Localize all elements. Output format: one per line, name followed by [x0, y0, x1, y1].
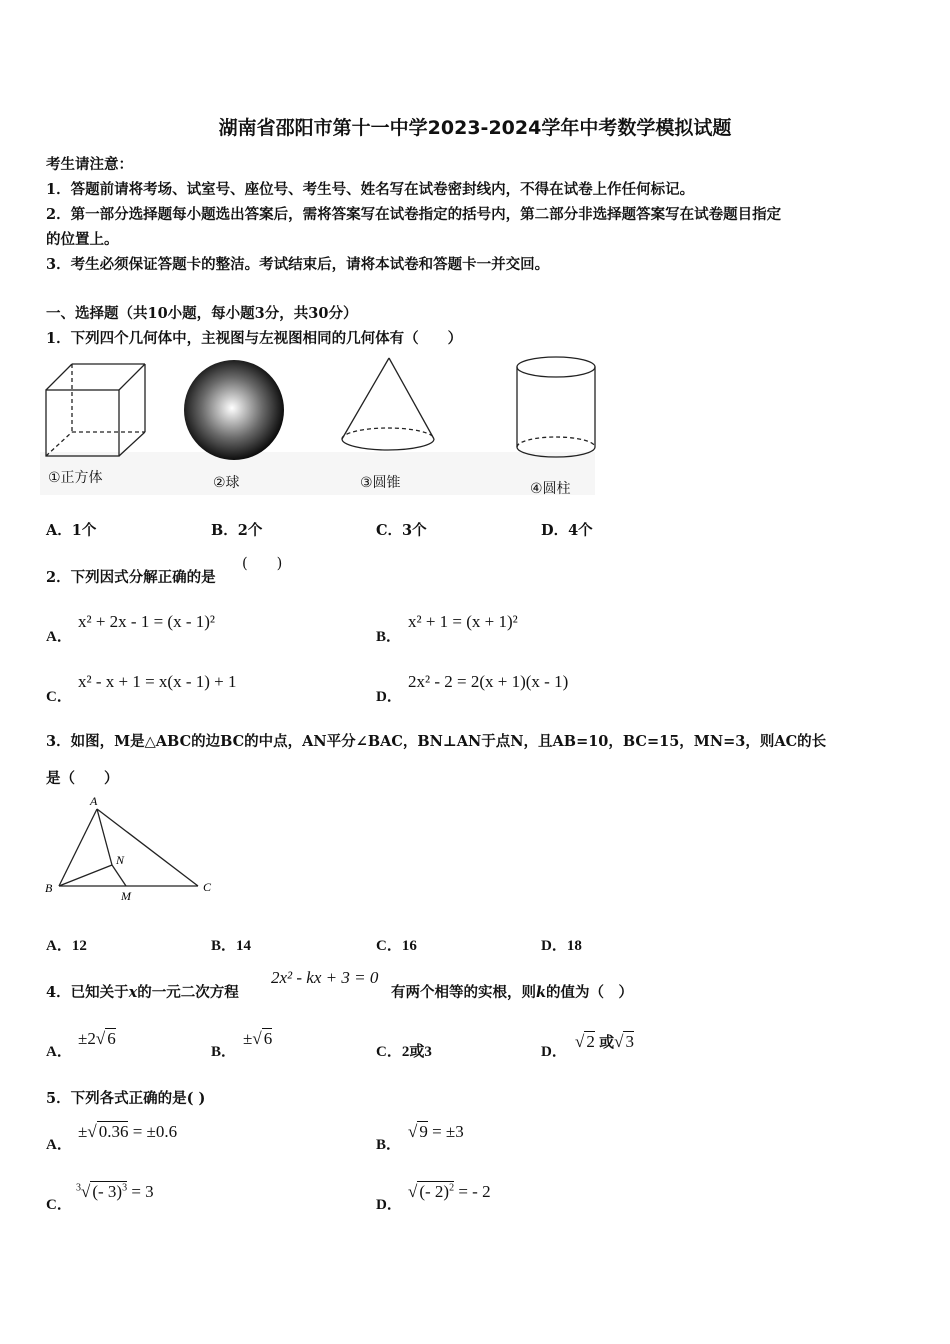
notice-item-2-cont: 的位置上。: [46, 231, 119, 248]
point-label-m: M: [121, 889, 131, 903]
q5-b-radicand: 9: [419, 1122, 428, 1141]
q4-a-pm: ±2: [78, 1029, 96, 1048]
q5-d-radicand: (- 2): [419, 1182, 450, 1201]
section-heading: 一、选择题（共10小题，每小题3分，共30分）: [46, 305, 358, 322]
q2-option-d-expr: 2x² - 2 = 2(x + 1)(x - 1): [408, 672, 569, 691]
q5-c-rhs: = 3: [131, 1182, 154, 1201]
q5-option-c-label[interactable]: C．: [46, 1197, 72, 1213]
q5-option-d-expr: √ (- 2)$^2$ = - 2: [408, 1182, 491, 1201]
q3-stem: 3．如图，M是△ABC的边BC的中点，AN平分∠BAC，BN⊥AN于点N，且AB=10，BC=15，MN=3，则AC的长: [46, 733, 827, 750]
q5-a-rhs: = ±0.6: [132, 1122, 178, 1141]
q1-option-c[interactable]: C．3个: [376, 522, 427, 539]
q3-option-c[interactable]: C．16: [376, 938, 417, 954]
point-label-b: B: [45, 881, 53, 895]
point-label-c: C: [203, 880, 212, 894]
q4-d-radicand-1: 2: [586, 1032, 595, 1051]
q4-option-d-label[interactable]: D．: [541, 1044, 567, 1060]
q4-stem-part1: 4．已知关于: [46, 984, 129, 1001]
cone-figure: [342, 358, 434, 450]
q1-stem: 1．下列四个几何体中，主视图与左视图相同的几何体有（ ）: [46, 330, 463, 347]
q1-fig-label-sphere: ②球: [213, 475, 240, 491]
sphere-figure: [184, 360, 284, 460]
q4-option-b-expr: ±√ 6: [243, 1029, 273, 1048]
notice-item-2: 2．第一部分选择题每小题选出答案后，需将答案写在试卷指定的括号内，第二部分非选择题答案写在试卷题目指定: [46, 206, 782, 223]
q4-var-x: x: [128, 984, 138, 1001]
q1-fig-label-cube: ①正方体: [48, 470, 103, 486]
q5-option-d-label[interactable]: D．: [376, 1197, 402, 1213]
q1-fig-label-cylinder: ④圆柱: [530, 481, 571, 497]
q5-b-rhs: = ±3: [432, 1122, 464, 1141]
q3-stem-cont: 是（ ）: [46, 770, 119, 787]
q5-c-index: 3: [76, 1182, 81, 1194]
q4-stem-part3: 有两个相等的实根，则: [391, 984, 536, 1001]
q3-option-b[interactable]: B．14: [211, 938, 252, 954]
q4-b-radicand: 6: [263, 1029, 273, 1048]
q3-option-a[interactable]: A．12: [46, 938, 87, 954]
q4-option-c[interactable]: C．2或3: [376, 1044, 432, 1060]
q4-equation: 2x² - kx + 3 = 0: [271, 968, 379, 987]
q5-option-b-expr: √ 9 = ±3: [408, 1122, 464, 1141]
q2-stem: 2．下列因式分解正确的是: [46, 569, 216, 586]
q1-fig-label-cone: ③圆锥: [360, 475, 401, 491]
q4-d-radicand-2: 3: [625, 1032, 634, 1051]
q2-option-b-label[interactable]: B．: [376, 629, 402, 645]
q5-option-a-label[interactable]: A．: [46, 1137, 72, 1153]
q2-paren: ( ): [242, 556, 283, 572]
q4-option-a-label[interactable]: A．: [46, 1044, 72, 1060]
notice-heading: 考生请注意：: [46, 156, 133, 173]
cylinder-figure: [517, 357, 595, 457]
q4-var-k: k: [536, 984, 547, 1001]
q2-option-c-expr: x² - x + 1 = x(x - 1) + 1: [78, 672, 237, 691]
q5-c-radicand: (- 3): [92, 1182, 123, 1201]
q2-option-a-label[interactable]: A．: [46, 629, 72, 645]
q2-option-c-label[interactable]: C．: [46, 689, 72, 705]
q2-option-b-expr: x² + 1 = (x + 1)²: [408, 612, 518, 631]
q1-option-b[interactable]: B．2个: [211, 522, 263, 539]
q4-stem: [46, 981, 239, 1002]
q1-figures: [40, 352, 600, 497]
q5-a-radicand: 0.36: [98, 1122, 129, 1141]
q5-a-pm: ±: [78, 1122, 88, 1141]
q2-option-d-label[interactable]: D．: [376, 689, 402, 705]
q4-d-or: 或: [599, 1035, 615, 1051]
notice-item-3: 3．考生必须保证答题卡的整洁。考试结束后，请将本试卷和答题卡一并交回。: [46, 256, 550, 273]
cube-figure: [46, 364, 145, 456]
q4-b-pm: ±: [243, 1029, 253, 1048]
q5-c-exponent: 3: [122, 1182, 128, 1194]
q2-option-a-expr: x² + 2x - 1 = (x - 1)²: [78, 612, 216, 631]
point-label-a: A: [90, 794, 98, 808]
q1-option-d[interactable]: D．4个: [541, 522, 593, 539]
point-label-n: N: [116, 853, 125, 867]
q4-option-b-label[interactable]: B．: [211, 1044, 237, 1060]
q3-option-d[interactable]: D．18: [541, 938, 582, 954]
q5-d-rhs: = - 2: [458, 1182, 491, 1201]
q4-option-d-expr: √ 2 或√ 3: [575, 1032, 634, 1051]
q4-stem-part2: 的一元二次方程: [137, 984, 239, 1001]
q5-option-a-expr: ±√ 0.36 = ±0.6: [78, 1122, 178, 1141]
q4-stem-part4: 的值为（ ）: [546, 984, 634, 1001]
page-title: 湖南省邵阳市第十一中学2023-2024学年中考数学模拟试题: [218, 117, 732, 139]
q3-triangle-figure: [40, 792, 225, 904]
q5-d-exponent: 2: [449, 1182, 455, 1194]
q1-option-a[interactable]: A．1个: [46, 522, 97, 539]
q4-stem-tail: [391, 981, 633, 1002]
q5-option-b-label[interactable]: B．: [376, 1137, 402, 1153]
q5-stem: 5．下列各式正确的是( ): [46, 1090, 206, 1107]
q4-option-a-expr: ±2√ 6: [78, 1029, 116, 1048]
q5-option-c-expr: $^3$√ (- 3)$^3$ = 3: [76, 1182, 154, 1201]
q4-a-radicand: 6: [107, 1029, 116, 1048]
notice-item-1: 1．答题前请将考场、试室号、座位号、考生号、姓名写在试卷密封线内，不得在试卷上作任何标记。: [46, 181, 695, 198]
